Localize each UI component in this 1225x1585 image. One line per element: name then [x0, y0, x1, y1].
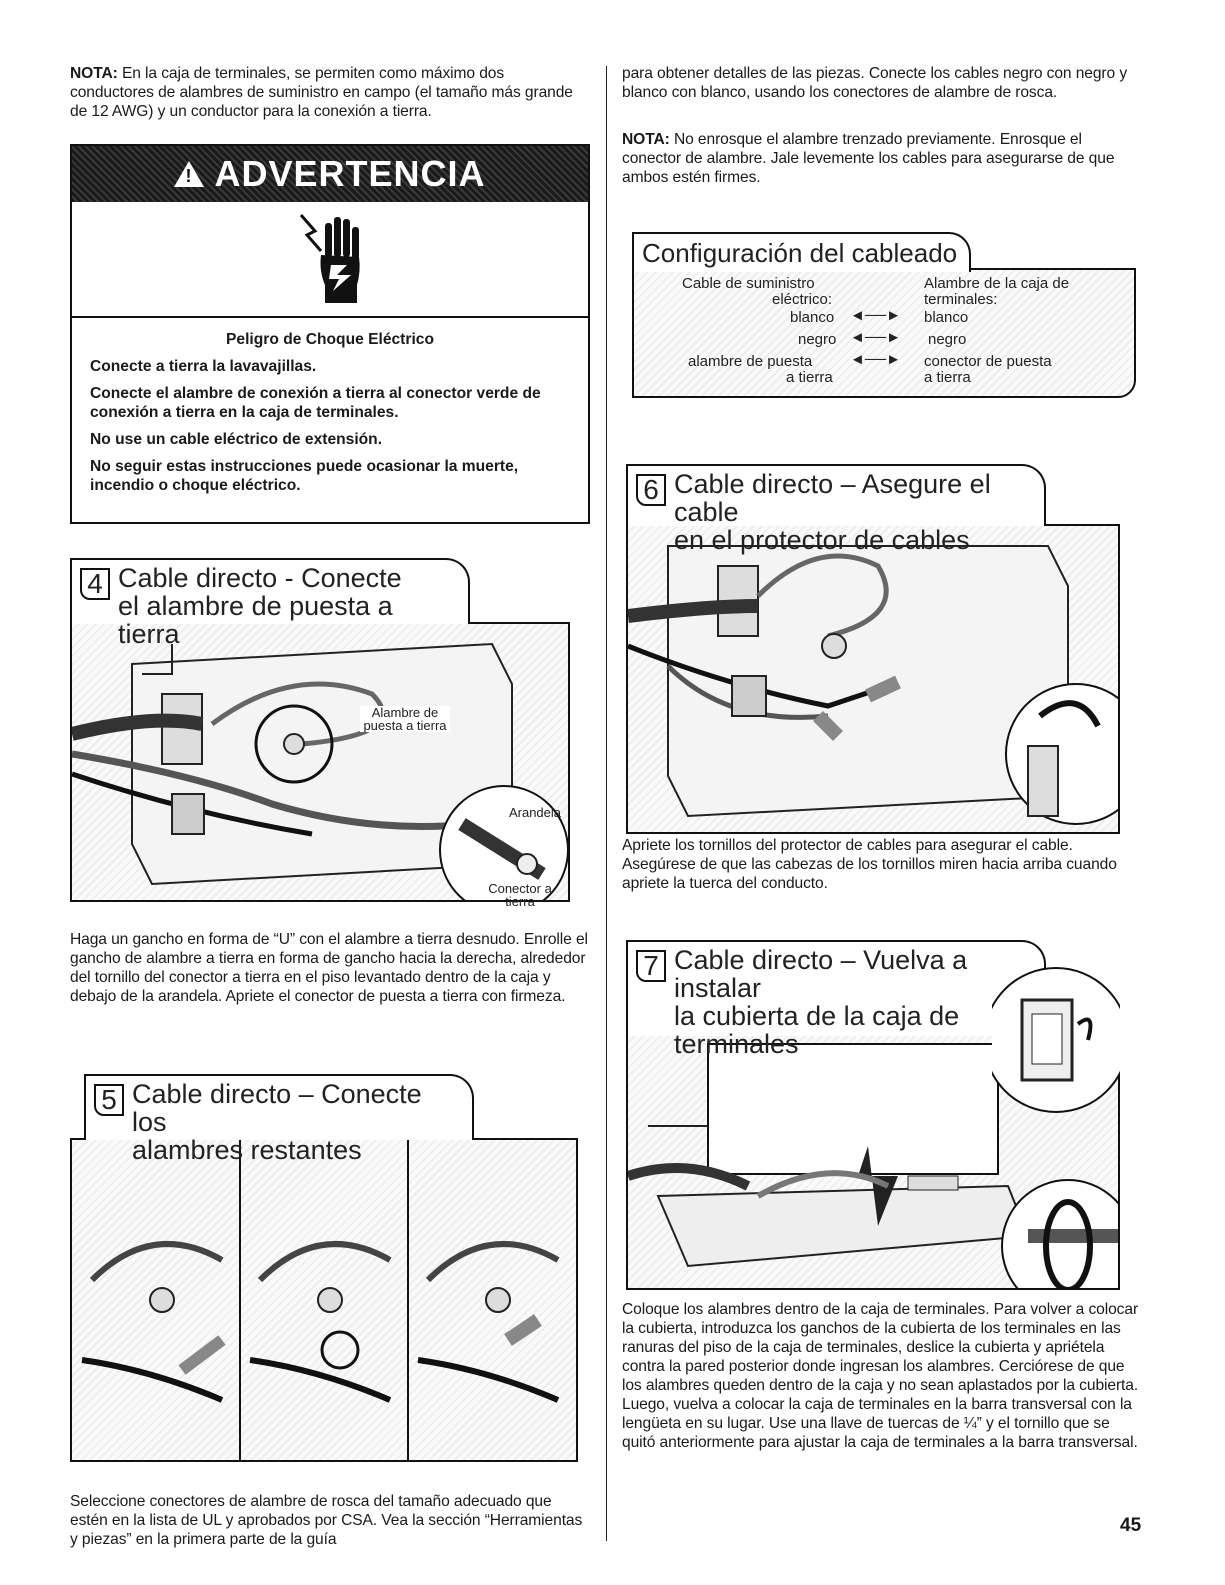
ground-box: a tierra	[924, 369, 971, 386]
warning-icon-area	[72, 202, 588, 318]
warning-line: Conecte a tierra la lavavajillas.	[90, 358, 317, 375]
step-number: 6	[636, 474, 666, 506]
step-5	[70, 1074, 590, 1474]
label-ground-wire: Alambre de puesta a tierra	[360, 706, 450, 732]
arrow-icon: ◄──►	[850, 329, 901, 346]
step-6-header	[626, 464, 1046, 555]
step-4	[70, 558, 590, 918]
warning-line: Conecte el alambre de conexión a tierra al conector verde de conexión a tierra en la caja de terminales.	[90, 385, 541, 421]
step-5-header	[84, 1074, 474, 1165]
step-title: Cable directo – Vuelva a instalar la cubierta de la caja de terminales	[674, 945, 968, 1059]
warning-heading: Peligro de Choque Eléctrico	[226, 331, 434, 348]
step-4-text: Haga un gancho en forma de “U” con el alambre a tierra desnudo. Enrolle el gancho de alambre a tierra en forma de gancho hacia la derecha, alrededor del tornillo del conector a tierra en el piso levantado dentro de la caja y debajo de la arandela. Apriete el conector de puesta a tierra con firmeza.	[70, 931, 588, 1005]
ground-supply: alambre de puesta	[688, 353, 813, 370]
black-box: negro	[928, 331, 967, 348]
note-label: NOTA:	[622, 131, 670, 148]
step-title: Cable directo – Conecte los alambres restantes	[132, 1079, 422, 1165]
step-6	[622, 464, 1142, 844]
column-divider	[606, 66, 607, 1541]
page-number: 45	[1120, 1515, 1142, 1536]
electric-shock-hand-icon	[295, 211, 365, 307]
warning-header	[72, 146, 588, 202]
step-title: Cable directo - Conecte el alambre de puesta a tierra	[118, 563, 402, 649]
step-title: Cable directo – Asegure el cable en el protector de cables	[674, 469, 991, 555]
arrow-icon: ◄──►	[850, 351, 901, 368]
note-text: En la caja de terminales, se permiten como máximo dos conductores de alambres de suministro en campo (el tamaño más grande de 12 AWG) y un conductor para la conexión a tierra.	[70, 65, 573, 120]
warning-box	[70, 144, 590, 524]
wiring-configuration	[632, 232, 1136, 402]
step-5-figure	[70, 1138, 578, 1462]
remaining-wires-illustration	[72, 1140, 576, 1460]
warning-line: No seguir estas instrucciones puede ocasionar la muerte, incendio o choque eléctrico.	[90, 458, 519, 494]
intro-note	[70, 64, 590, 121]
supply-header: Cable de suministro	[682, 275, 815, 292]
warning-triangle-icon	[174, 161, 204, 187]
step-7	[622, 940, 1142, 1310]
step-number: 4	[80, 568, 110, 600]
step-7-header	[626, 940, 1046, 1059]
box-header: Alambre de la caja de	[924, 275, 1070, 292]
step-6-text: Apriete los tornillos del protector de cables para asegurar el cable. Asegúrese de que las cabezas de los tornillos miren hacia arriba cuando apriete la tuerca del conducto.	[622, 837, 1117, 892]
cable-clamp-illustration	[628, 526, 1118, 832]
step-number: 7	[636, 950, 666, 982]
step-4-figure	[70, 622, 570, 902]
step-6-figure	[626, 524, 1120, 834]
step-5-text: Seleccione conectores de alambre de rosca del tamaño adecuado que estén en la lista de UL y aprobados por CSA. Vea la sección “Herramientas y piezas” en la primera parte de la guía	[70, 1493, 583, 1548]
warning-title: ADVERTENCIA	[214, 153, 486, 194]
white-supply: blanco	[790, 309, 835, 326]
warning-body	[72, 318, 588, 515]
right-intro-text: para obtener detalles de las piezas. Conecte los cables negro con negro y blanco con blanco, usando los conectores de alambre de rosca.	[622, 65, 1128, 101]
supply-header: eléctrico:	[772, 291, 833, 308]
note-label: NOTA:	[70, 65, 118, 82]
note-text: No enrosque el alambre trenzado previamente. Enrosque el conector de alambre. Jale levemente los cables para asegurarse de que ambos estén firmes.	[622, 131, 1115, 186]
ground-supply: a tierra	[786, 369, 833, 386]
step-7-text: Coloque los alambres dentro de la caja de terminales. Para volver a colocar la cubierta, introduzca los ganchos de la cubierta de los terminales en las ranuras del piso de la caja de terminales, deslice la cubierta y apriétela contra la pared posterior donde ingresan los alambres. Cerciórese de que los alambres queden dentro de la caja y no sean aplastados por la cubierta. Luego, vuelva a colocar la caja de terminales en la barra transversal con la lengüeta en su lugar. Use una llave de tuercas de ¼” y el tornillo que se quitó anteriormente para ajustar la caja de terminales a la barra transversal.	[622, 1301, 1139, 1451]
cover-inset-illustration	[992, 960, 1120, 1120]
warning-line: No use un cable eléctrico de extensión.	[90, 431, 383, 448]
black-supply: negro	[798, 331, 837, 348]
wiring-title: Configuración del cableado	[632, 232, 971, 272]
step-number: 5	[94, 1084, 124, 1116]
white-box: blanco	[924, 309, 969, 326]
box-header: terminales:	[924, 291, 998, 308]
step-4-header	[70, 558, 470, 649]
arrow-icon: ◄──►	[850, 307, 901, 324]
label-connector: Conector a tierra	[488, 881, 552, 909]
ground-wire-illustration	[72, 624, 568, 900]
right-note	[622, 130, 1142, 187]
ground-box: conector de puesta	[924, 353, 1052, 370]
label-washer: Arandela	[508, 805, 562, 820]
